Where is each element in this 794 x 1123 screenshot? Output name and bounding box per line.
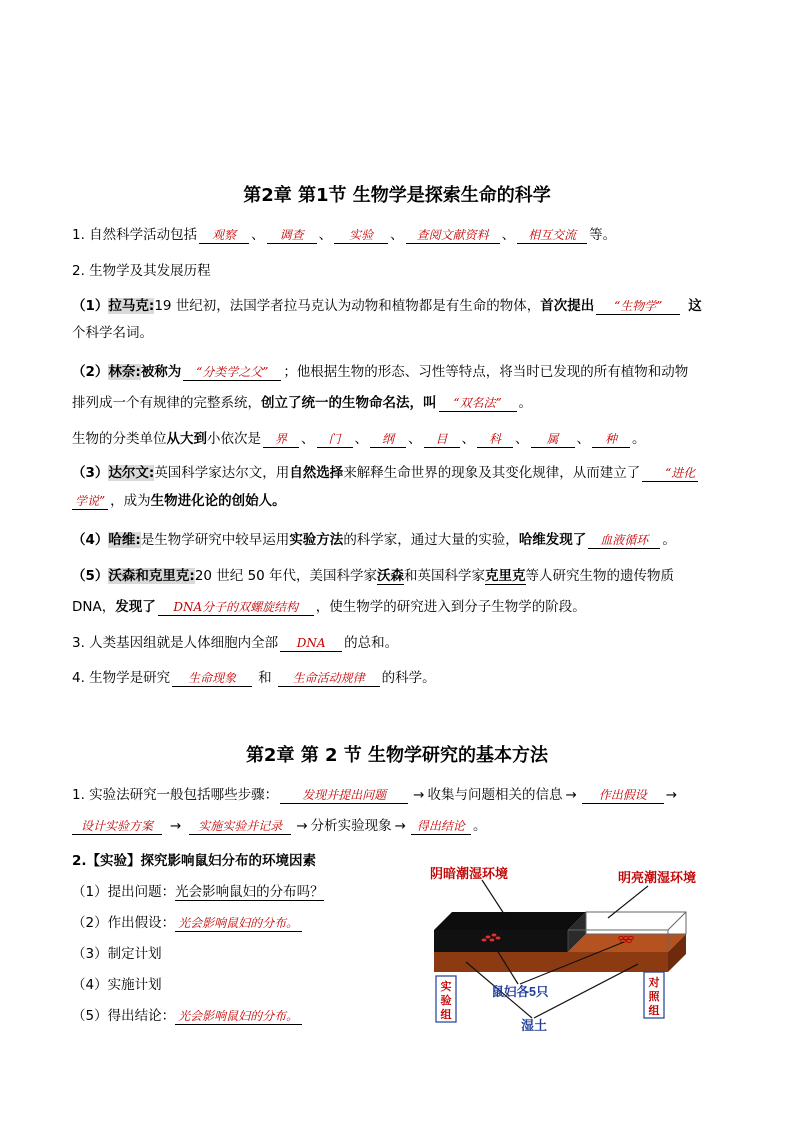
text-bold: 从大到 xyxy=(166,431,207,447)
q1-answer-5: 相互交流 xyxy=(517,228,587,244)
sep: 、 xyxy=(251,227,265,243)
text: 的科学家，通过大量的实验， xyxy=(343,532,519,548)
s2-q2-title: 2.【实验】探究影响鼠妇分布的环境因素 xyxy=(72,853,317,869)
harvey-answer: 血液循环 xyxy=(588,533,660,549)
scientist-name: 达尔文: xyxy=(108,465,155,481)
step-answer-2: 作出假设 xyxy=(582,788,664,804)
s1-q2-title: 2. 生物学及其发展历程 xyxy=(72,263,211,279)
text: 和英国科学家 xyxy=(404,568,486,584)
text: 。 xyxy=(472,818,487,834)
watson-line-1 xyxy=(72,567,674,585)
step-answer-5: 得出结论 xyxy=(411,819,471,835)
experiment-step-1 xyxy=(72,883,324,901)
step-1-text: 光会影响鼠妇的分布吗？ xyxy=(175,884,324,900)
text: 英国科学家达尔文，用 xyxy=(154,465,290,481)
q4-answer-1: 生命现象 xyxy=(172,671,252,687)
linnaeus-answer-1: “分类学之父” xyxy=(183,365,281,381)
arrow: → xyxy=(565,787,577,803)
text: 。 xyxy=(632,431,646,447)
step-answer-3: 设计实验方案 xyxy=(72,819,162,835)
step-answer-1: 发现并提出问题 xyxy=(280,788,408,804)
text: DNA， xyxy=(72,599,116,615)
glass-back xyxy=(586,912,686,934)
text: 生物的分类单位 xyxy=(72,431,167,447)
experiment-step-4: （4）实施计划 xyxy=(72,977,162,993)
q1-text: 1. 自然科学活动包括 xyxy=(72,227,198,243)
item-num: （3） xyxy=(72,465,109,481)
scientist-name: 林奈: xyxy=(108,364,141,380)
arrow: → xyxy=(394,818,406,834)
scientist-name: 哈维: xyxy=(108,532,141,548)
ctrl-group-char-3: 组 xyxy=(648,1005,660,1017)
exp-group-char-2: 验 xyxy=(440,995,452,1007)
bright-env-label: 明亮潮湿环境 xyxy=(618,870,697,885)
text: 等人研究生物的遗传物质 xyxy=(525,568,675,584)
sep: 、 xyxy=(318,227,333,243)
harvey-line xyxy=(72,531,676,549)
rank-6: 属 xyxy=(531,432,575,448)
text: 1. 实验法研究一般包括哪些步骤： xyxy=(72,787,279,803)
pillbug-experiment-diagram xyxy=(412,858,732,1038)
experiment-step-5 xyxy=(72,1007,304,1025)
darwin-answer-part-1: “进化 xyxy=(642,466,698,482)
text-bold: 创立了统一的生物命名法，叫 xyxy=(261,395,437,411)
text: （1）提出问题： xyxy=(72,884,176,900)
linnaeus-answer-2: “双名法” xyxy=(439,396,517,412)
linnaeus-line-2 xyxy=(72,394,532,412)
arrow: → xyxy=(170,818,182,834)
text-bold: 发现了 xyxy=(115,599,156,615)
watson-answer: DNA分子的双螺旋结构 xyxy=(158,600,314,616)
soil-front xyxy=(434,952,668,972)
arrow: → xyxy=(296,818,308,834)
rank-4: 目 xyxy=(424,432,460,448)
scientist-name: 拉马克: xyxy=(108,298,155,314)
pillbugs-label: 鼠妇各5只 xyxy=(491,985,549,999)
q3-answer: DNA xyxy=(280,636,342,652)
text: 的科学。 xyxy=(381,670,436,686)
ranks-line: 生物的分类单位从大到小依次是 界 、 门 、 纲 、 目 、 科 、 属 、 种 。 xyxy=(72,431,646,447)
text: 收集与问题相关的信息 xyxy=(427,787,563,803)
s2-q1-line-1 xyxy=(72,786,677,804)
q1-answer-3: 实验 xyxy=(334,228,388,244)
darwin-answer-part-2: 学说” xyxy=(72,494,108,510)
text: （5）得出结论： xyxy=(72,1008,176,1024)
text: 。 xyxy=(518,395,532,411)
linnaeus-line-1 xyxy=(72,363,688,381)
text-bold: 这 xyxy=(688,298,702,314)
s1-q3 xyxy=(72,634,398,652)
rank-1: 界 xyxy=(263,432,299,448)
text: 20 世纪 50 年代，美国科学家 xyxy=(194,568,378,584)
lamarck-answer: “生物学” xyxy=(596,299,680,315)
text: ，成为 xyxy=(110,493,151,509)
s1-q1 xyxy=(72,226,616,244)
rank-5: 科 xyxy=(477,432,513,448)
item-num: （2） xyxy=(72,364,109,380)
step-2-answer: 光会影响鼠妇的分布。 xyxy=(175,916,302,932)
lamarck-line-2: 个科学名词。 xyxy=(72,325,153,341)
darwin-line-1 xyxy=(72,464,700,482)
q1-answer-1: 观察 xyxy=(199,228,249,244)
name-watson: 沃森 xyxy=(377,568,405,584)
text: 分析实验现象 xyxy=(310,818,392,834)
text: ，使生物学的研究进入到分子生物学的阶段。 xyxy=(315,599,586,615)
text: 19 世纪初，法国学者拉马克认为动物和植物都是有生命的物体， xyxy=(154,298,541,314)
text-bold: 被称为 xyxy=(140,364,182,380)
text-bold: 哈维发现了 xyxy=(518,532,587,548)
ctrl-group-char-2: 照 xyxy=(648,991,660,1003)
text: 来解释生命世界的现象及其变化规律，从而建立了 xyxy=(343,465,641,481)
rank-3: 纲 xyxy=(370,432,406,448)
ctrl-group-char-1: 对 xyxy=(648,977,660,989)
text: 3. 人类基因组就是人体细胞内全部 xyxy=(72,635,279,651)
text-bold: 自然选择 xyxy=(289,465,344,481)
text: 排列成一个有规律的完整系统， xyxy=(72,395,261,411)
item-num: （5） xyxy=(72,568,109,584)
darwin-line-2 xyxy=(72,492,286,510)
text: 和 xyxy=(258,670,272,686)
sep: 、 xyxy=(390,227,404,243)
step-answer-4: 实施实验并记录 xyxy=(189,819,291,835)
rank-7: 种 xyxy=(592,432,630,448)
item-num: （4） xyxy=(72,532,109,548)
experiment-step-2 xyxy=(72,914,304,932)
exp-group-char-3: 组 xyxy=(440,1009,452,1021)
sep: 、 xyxy=(501,227,516,243)
step-5-answer: 光会影响鼠妇的分布。 xyxy=(175,1009,302,1025)
text: 4. 生物学是研究 xyxy=(72,670,171,686)
text: （2）作出假设： xyxy=(72,915,176,931)
watson-line-2 xyxy=(72,598,586,616)
lamarck-line-1 xyxy=(72,297,702,315)
text: 。 xyxy=(662,532,676,548)
dark-env-label: 阴暗潮湿环境 xyxy=(430,866,509,881)
q1-answer-2: 调查 xyxy=(267,228,317,244)
section2-title: 第2章 第 2 节 生物学研究的基本方法 xyxy=(245,745,549,766)
q1-end: 等。 xyxy=(589,227,617,243)
item-num: （1） xyxy=(72,298,109,314)
q4-answer-2: 生命活动规律 xyxy=(278,671,380,687)
text-bold: 实验方法 xyxy=(289,532,344,548)
experiment-step-3: （3）制定计划 xyxy=(72,946,162,962)
text: 是生物学研究中较早运用 xyxy=(140,532,290,548)
text-bold: 首次提出 xyxy=(540,298,595,314)
arrow: → xyxy=(665,787,678,803)
rank-2: 门 xyxy=(317,432,353,448)
s2-q1-line-2 xyxy=(72,817,486,835)
s1-q4 xyxy=(72,669,436,687)
section1-title: 第2章 第1节 生物学是探索生命的科学 xyxy=(243,185,551,206)
text-bold: 生物进化论的创始人。 xyxy=(150,493,286,509)
text: 小依次是 xyxy=(207,431,261,447)
name-crick: 克里克 xyxy=(485,568,526,584)
text: ；他根据生物的形态、习性等特点，将当时已发现的所有植物和动物 xyxy=(283,364,689,380)
arrow: → xyxy=(413,787,425,803)
dark-cover-front xyxy=(434,930,568,952)
dark-cover-top xyxy=(434,912,586,930)
exp-group-char-1: 实 xyxy=(440,981,452,993)
scientist-name: 沃森和克里克: xyxy=(108,568,195,584)
text: 的总和。 xyxy=(344,635,399,651)
q1-answer-4: 查阅文献资料 xyxy=(406,228,500,244)
soil-label: 湿土 xyxy=(520,1018,548,1033)
